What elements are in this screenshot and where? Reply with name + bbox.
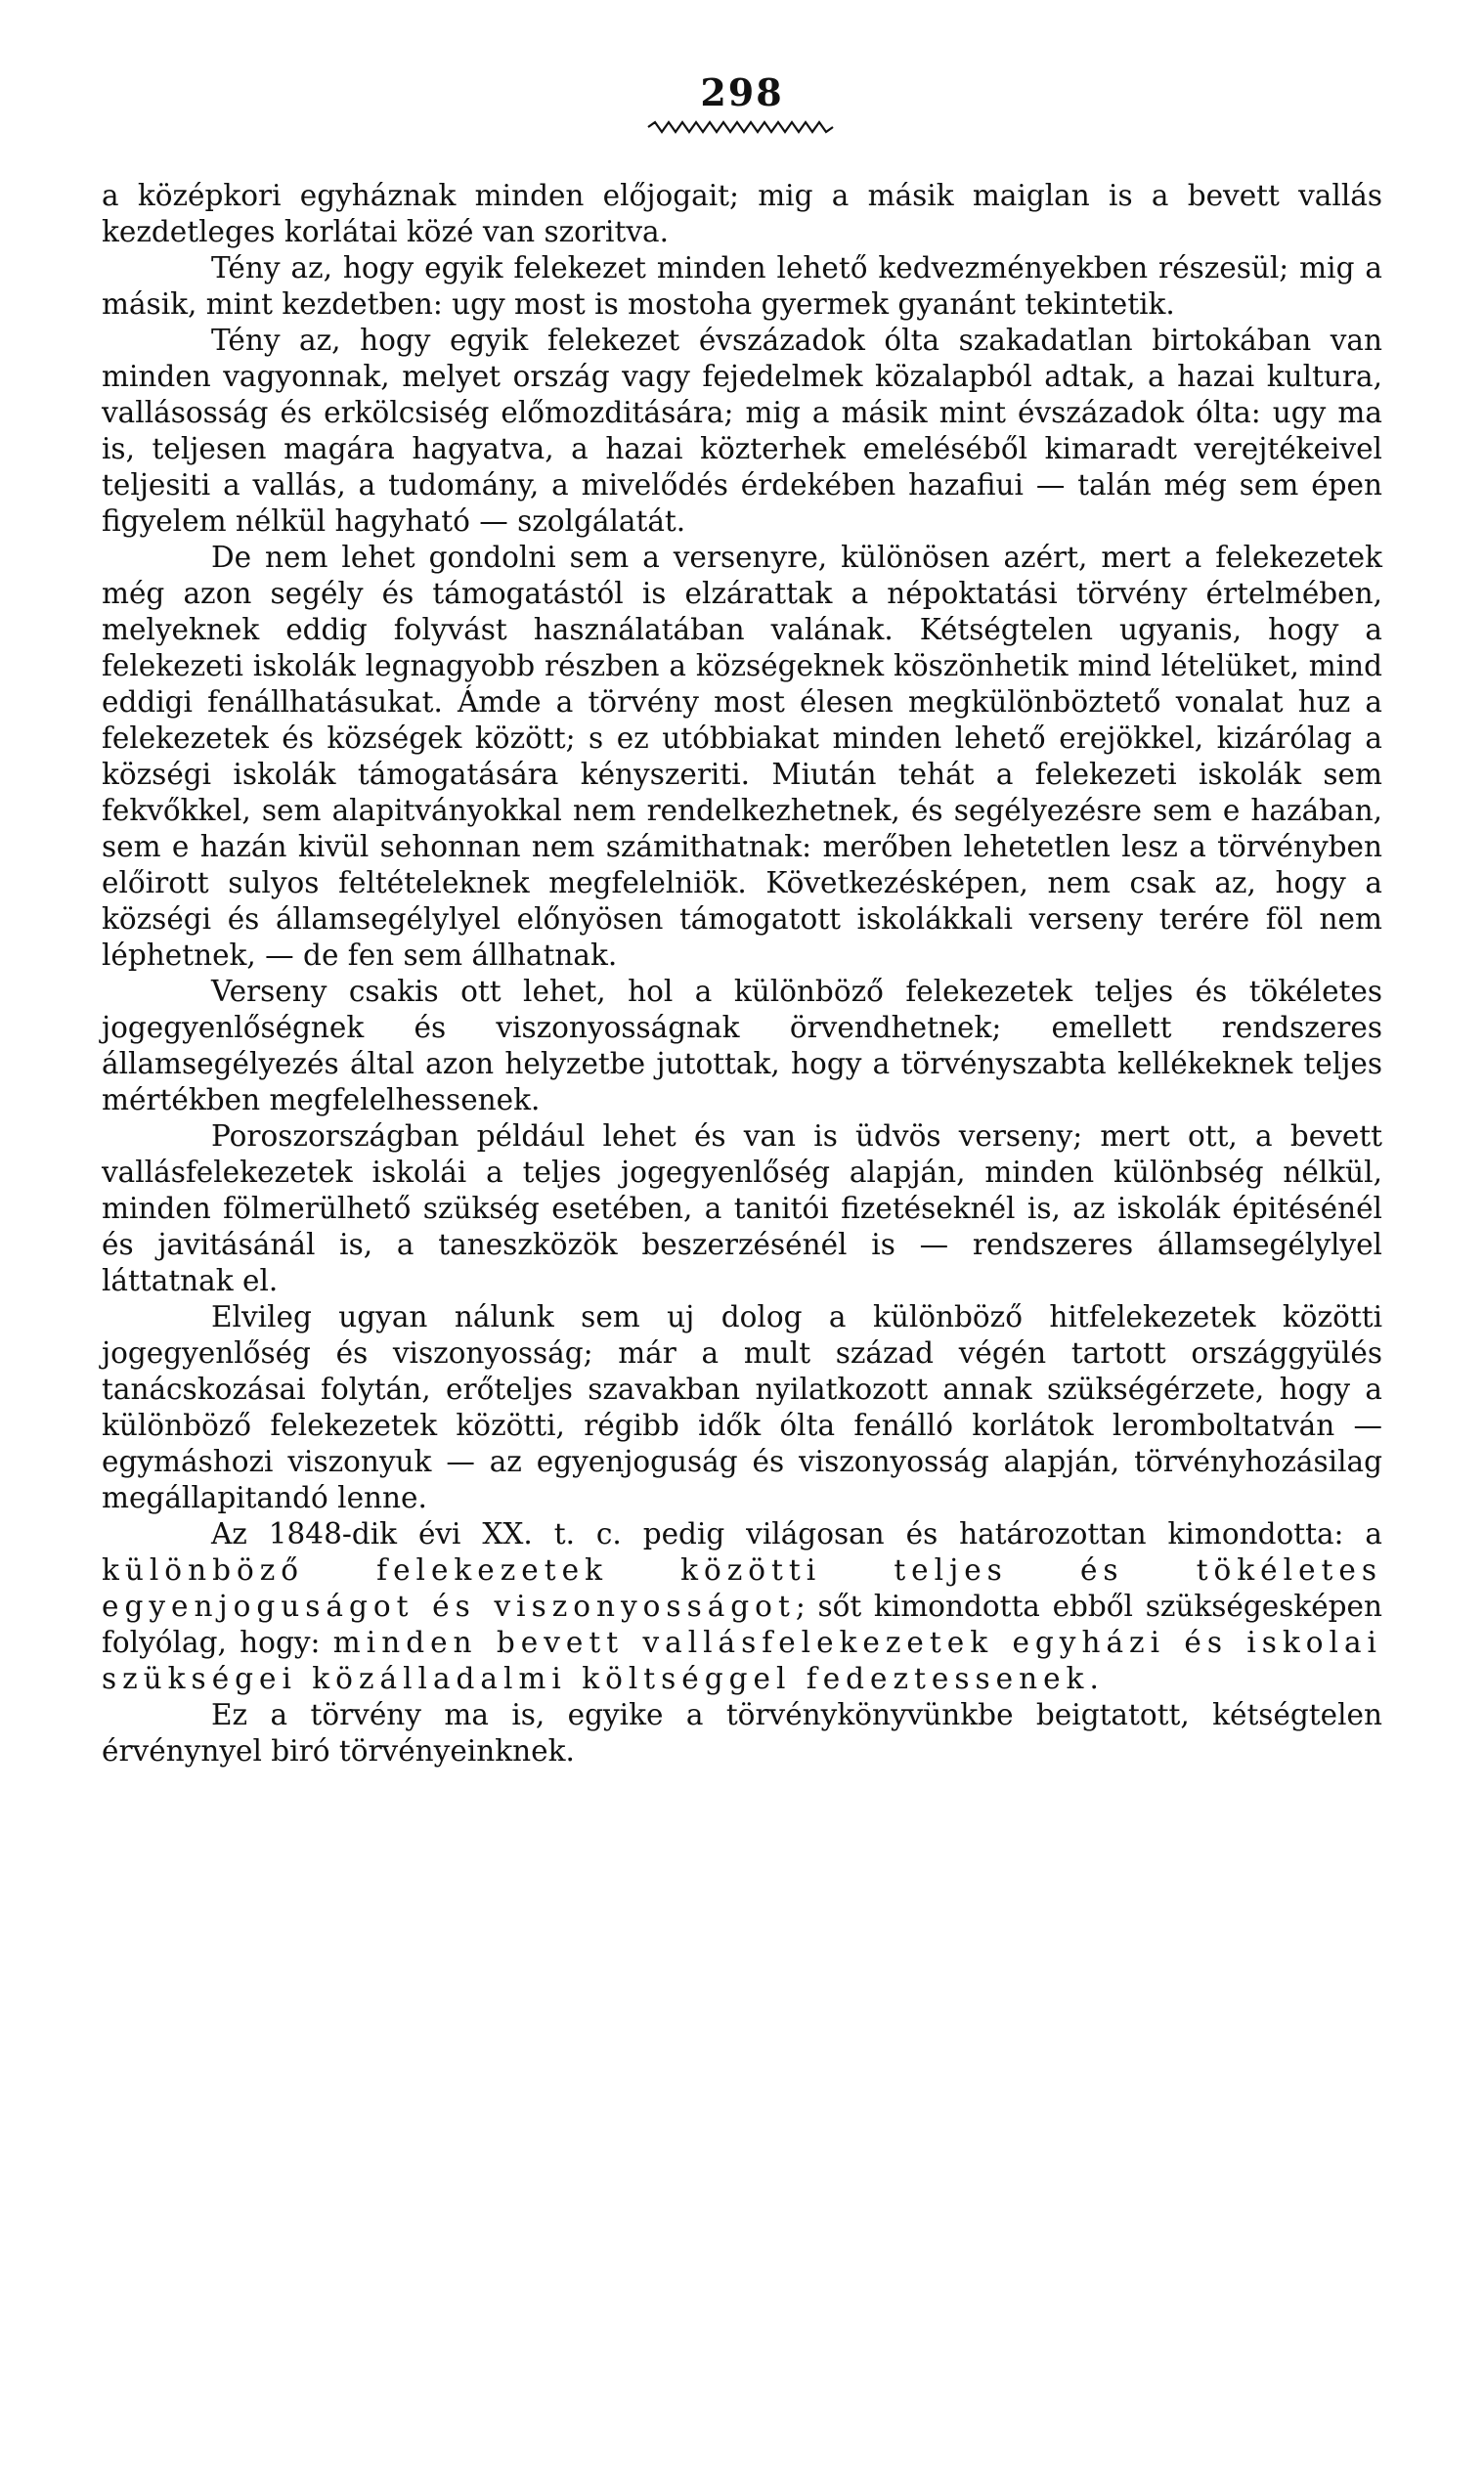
paragraph bbox=[102, 1516, 1382, 1697]
paragraph-text: Verseny csakis ott lehet, hol a különböző felekezetek teljes és tökéletes jogegyenlőségnek és viszonyosságnak örvendhetnek; emellett rendszeres államsegélyezés által azon helyzetbe jutottak, hogy a törvényszabta kellékeknek teljes mértékben megfelelhessenek. bbox=[102, 975, 1382, 1116]
paragraph-text: De nem lehet gondolni sem a versenyre, különösen azért, mert a felekezetek még azon segély és támogatástól is elzárattak a népoktatási törvény értelmében, melyeknek eddig folyvást használatában valának. Kétségtelen ugyanis, hogy a felekezeti iskolák legnagyobb részben a községeknek köszönhetik mind lételüket, mind eddigi fenállhatásukat. Ámde a törvény most élesen megkülönböztető vonalat huz a felekezetek és községek között; s ez utóbbiakat minden lehető erejökkel, kizárólag a községi iskolák támogatására kényszeriti. Miután tehát a felekezeti iskolák sem fekvőkkel, sem alapitványokkal nem rendelkezhetnek, és segélyezésre sem e hazában, sem e hazán kivül sehonnan nem számithatnak: merőben lehetetlen lesz a törvényben előirott sulyos feltételeknek megfelelniök. Következésképen, nem csak az, hogy a községi és államsegélylyel előnyösen támogatott iskolákkali verseny terére föl nem léphetnek, — de fen sem állhatnak. bbox=[102, 541, 1382, 972]
paragraph bbox=[102, 1118, 1382, 1299]
paragraph bbox=[102, 178, 1382, 250]
page-header bbox=[0, 70, 1484, 135]
paragraph-text: a középkori egyháznak minden előjogait; mig a másik maiglan is a bevett vallás kezdetleges korlátai közé van szoritva. bbox=[102, 179, 1382, 248]
wavy-rule-ornament bbox=[644, 119, 840, 135]
paragraph-text: Elvileg ugyan nálunk sem uj dolog a különböző hitfelekezetek közötti jogegyenlőség és viszonyosság; már a mult század végén tartott országgyülés tanácskozásai folytán, erőteljes szavakban nyilatkozott annak szükségérzete, hogy a különböző felekezetek közötti, régibb idők ólta fenálló korlátok leromboltatván — egymáshozi viszonyuk — az egyenjoguság és viszonyosság alapján, törvényhozásilag megállapitandó lenne. bbox=[102, 1300, 1382, 1514]
paragraph bbox=[102, 323, 1382, 540]
paragraph-text: Ez a törvény ma is, egyike a törvénykönyvünkbe beigtatott, kétségtelen érvénynyel biró törvényeinknek. bbox=[102, 1698, 1382, 1768]
paragraph-text: Az 1848-dik évi XX. t. c. pedig világosan és határozottan kimondotta: a bbox=[211, 1517, 1382, 1551]
paragraph bbox=[102, 1697, 1382, 1769]
paragraph bbox=[102, 1299, 1382, 1516]
paragraph-text: Tény az, hogy egyik felekezet évszázadok ólta szakadatlan birtokában van minden vagyonnak, melyet ország vagy fejedelmek közalapból adtak, a hazai kultura, vallásosság és erkölcsiség előmozditására; mig a másik mint évszázadok ólta: ugy ma is, teljesen magára hagyatva, a hazai közterhek emeléséből kimaradt verejtékeivel teljesiti a vallás, a tudomány, a mivelődés érdekében hazafiui — talán még sem épen figyelem nélkül hagyható — szolgálatát. bbox=[102, 324, 1382, 538]
paragraph-text: Poroszországban például lehet és van is üdvös verseny; mert ott, a bevett vallásfelekezetek iskolái a teljes jogegyenlőség alapján, minden különbség nélkül, minden fölmerülhető szükség esetében, a tanitói fizetéseknél is, az iskolák épitésénél és javitásánál is, a taneszközök beszerzésénél is — rendszeres államsegélylyel láttatnak el. bbox=[102, 1119, 1382, 1297]
paragraph-text: Tény az, hogy egyik felekezet minden lehető kedvezményekben részesül; mig a másik, mint kezdetben: ugy most is mostoha gyermek gyanánt tekintetik. bbox=[102, 251, 1382, 321]
spaced-emphasis-text: különböző felekezetek közötti teljes és tökéletes egyenjoguságot és viszonyosságot bbox=[102, 1553, 1382, 1623]
paragraph bbox=[102, 540, 1382, 974]
paragraph-text: . bbox=[1089, 1662, 1099, 1695]
paragraph-text: ; sőt kimondotta ebből szükségesképen folyólag, hogy: bbox=[102, 1590, 1383, 1659]
paragraph bbox=[102, 250, 1382, 323]
page-number: 298 bbox=[700, 70, 784, 114]
body-text bbox=[102, 178, 1382, 1769]
paragraph bbox=[102, 974, 1382, 1118]
spaced-emphasis-text: minden bevett vallásfelekezetek egyházi és iskolai szükségei közálladalmi költséggel fedeztessenek bbox=[102, 1626, 1382, 1695]
